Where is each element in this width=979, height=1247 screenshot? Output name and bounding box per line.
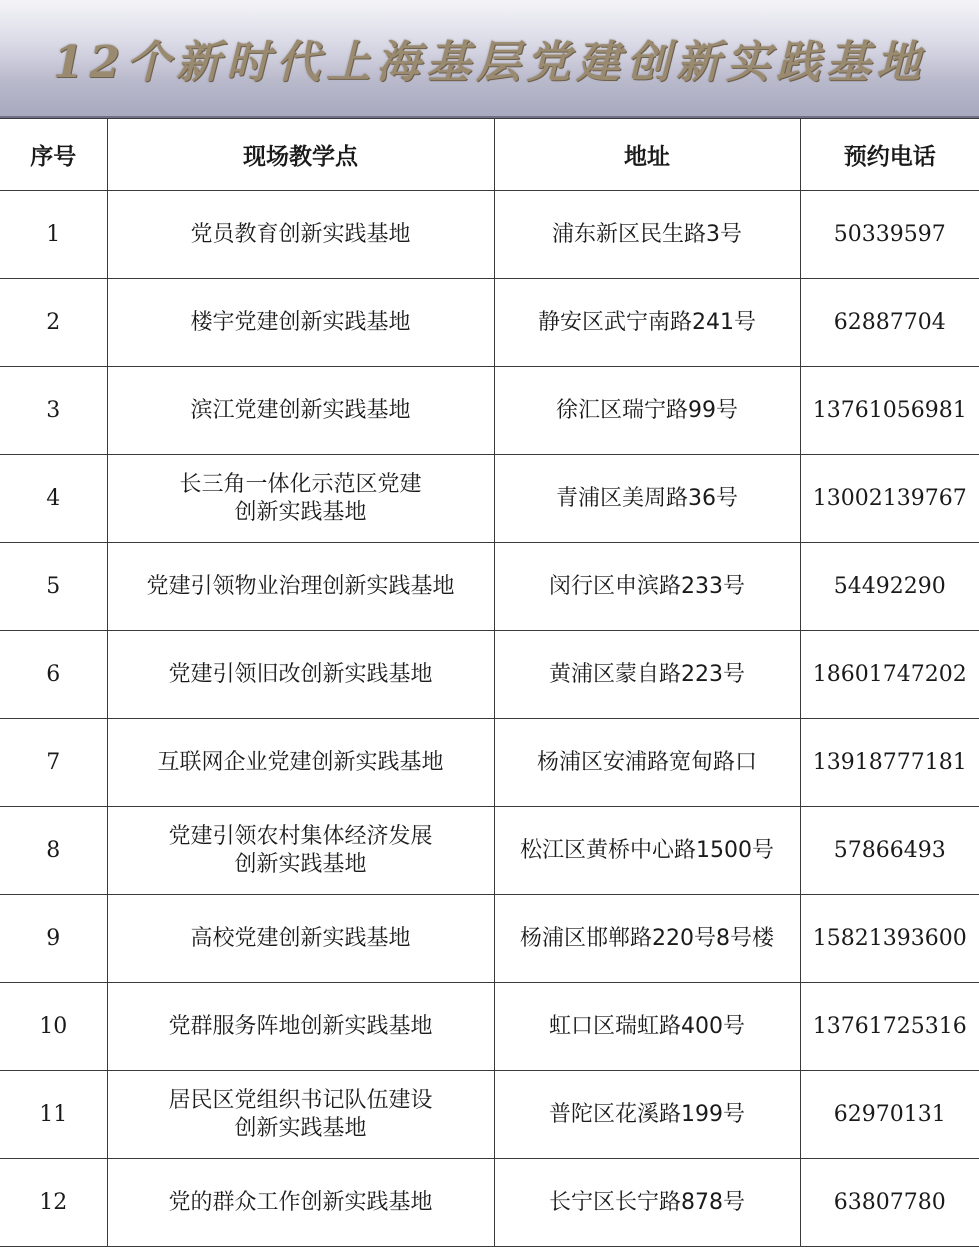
site-line: 创新实践基地 bbox=[234, 1115, 367, 1141]
table-row bbox=[0, 455, 979, 543]
table-row bbox=[0, 367, 979, 455]
table-row bbox=[0, 895, 979, 983]
row-address: 闵行区申滨路233号 bbox=[494, 543, 800, 631]
row-phone: 62887704 bbox=[800, 279, 979, 367]
row-phone: 62970131 bbox=[800, 1071, 979, 1159]
site-line: 党建引领旧改创新实践基地 bbox=[168, 661, 433, 687]
header-site: 现场教学点 bbox=[107, 119, 494, 191]
row-address: 虹口区瑞虹路400号 bbox=[494, 983, 800, 1071]
row-address: 浦东新区民生路3号 bbox=[494, 191, 800, 279]
site-line: 滨江党建创新实践基地 bbox=[190, 397, 411, 423]
site-line: 党的群众工作创新实践基地 bbox=[168, 1189, 433, 1215]
row-index: 3 bbox=[0, 367, 107, 455]
row-phone: 50339597 bbox=[800, 191, 979, 279]
row-site bbox=[107, 543, 494, 631]
header-index: 序号 bbox=[0, 119, 107, 191]
site-line: 创新实践基地 bbox=[234, 851, 367, 877]
site-line: 党建引领农村集体经济发展 bbox=[168, 823, 433, 849]
row-index: 4 bbox=[0, 455, 107, 543]
row-site bbox=[107, 807, 494, 895]
row-index: 7 bbox=[0, 719, 107, 807]
row-site bbox=[107, 455, 494, 543]
table-row bbox=[0, 719, 979, 807]
row-address: 普陀区花溪路199号 bbox=[494, 1071, 800, 1159]
table-row bbox=[0, 543, 979, 631]
table-row bbox=[0, 279, 979, 367]
row-address: 黄浦区蒙自路223号 bbox=[494, 631, 800, 719]
row-phone: 57866493 bbox=[800, 807, 979, 895]
site-line: 党建引领物业治理创新实践基地 bbox=[146, 573, 455, 599]
row-phone: 63807780 bbox=[800, 1159, 979, 1247]
table-row bbox=[0, 1071, 979, 1159]
table-row bbox=[0, 1159, 979, 1247]
row-phone: 15821393600 bbox=[800, 895, 979, 983]
row-site bbox=[107, 1159, 494, 1247]
row-address: 松江区黄桥中心路1500号 bbox=[494, 807, 800, 895]
row-phone: 13918777181 bbox=[800, 719, 979, 807]
header-address: 地址 bbox=[494, 119, 800, 191]
table-row bbox=[0, 631, 979, 719]
row-site bbox=[107, 983, 494, 1071]
site-line: 党群服务阵地创新实践基地 bbox=[168, 1013, 433, 1039]
site-line: 居民区党组织书记队伍建设 bbox=[168, 1087, 433, 1113]
row-address: 杨浦区邯郸路220号8号楼 bbox=[494, 895, 800, 983]
site-line: 高校党建创新实践基地 bbox=[190, 925, 411, 951]
row-index: 6 bbox=[0, 631, 107, 719]
site-line: 创新实践基地 bbox=[234, 499, 367, 525]
table-row bbox=[0, 191, 979, 279]
row-address: 静安区武宁南路241号 bbox=[494, 279, 800, 367]
row-phone: 13761725316 bbox=[800, 983, 979, 1071]
row-phone: 13002139767 bbox=[800, 455, 979, 543]
row-address: 杨浦区安浦路宽甸路口 bbox=[494, 719, 800, 807]
site-line: 楼宇党建创新实践基地 bbox=[190, 309, 411, 335]
row-phone: 13761056981 bbox=[800, 367, 979, 455]
table-header-row bbox=[0, 119, 979, 191]
row-index: 12 bbox=[0, 1159, 107, 1247]
row-address: 青浦区美周路36号 bbox=[494, 455, 800, 543]
table-row bbox=[0, 807, 979, 895]
row-phone: 18601747202 bbox=[800, 631, 979, 719]
site-line: 党员教育创新实践基地 bbox=[190, 221, 411, 247]
row-index: 8 bbox=[0, 807, 107, 895]
site-line: 互联网企业党建创新实践基地 bbox=[157, 749, 444, 775]
row-index: 5 bbox=[0, 543, 107, 631]
row-index: 1 bbox=[0, 191, 107, 279]
row-site bbox=[107, 279, 494, 367]
site-line: 长三角一体化示范区党建 bbox=[179, 471, 422, 497]
row-site bbox=[107, 719, 494, 807]
row-index: 2 bbox=[0, 279, 107, 367]
page-title: 12个新时代上海基层党建创新实践基地 bbox=[52, 37, 927, 88]
row-site bbox=[107, 895, 494, 983]
table-row bbox=[0, 983, 979, 1071]
row-site bbox=[107, 191, 494, 279]
header-phone: 预约电话 bbox=[800, 119, 979, 191]
row-site bbox=[107, 1071, 494, 1159]
row-site bbox=[107, 631, 494, 719]
row-address: 徐汇区瑞宁路99号 bbox=[494, 367, 800, 455]
row-index: 9 bbox=[0, 895, 107, 983]
row-site bbox=[107, 367, 494, 455]
row-index: 11 bbox=[0, 1071, 107, 1159]
practice-base-table bbox=[0, 118, 979, 1247]
row-index: 10 bbox=[0, 983, 107, 1071]
row-phone: 54492290 bbox=[800, 543, 979, 631]
title-banner bbox=[0, 0, 979, 118]
row-address: 长宁区长宁路878号 bbox=[494, 1159, 800, 1247]
